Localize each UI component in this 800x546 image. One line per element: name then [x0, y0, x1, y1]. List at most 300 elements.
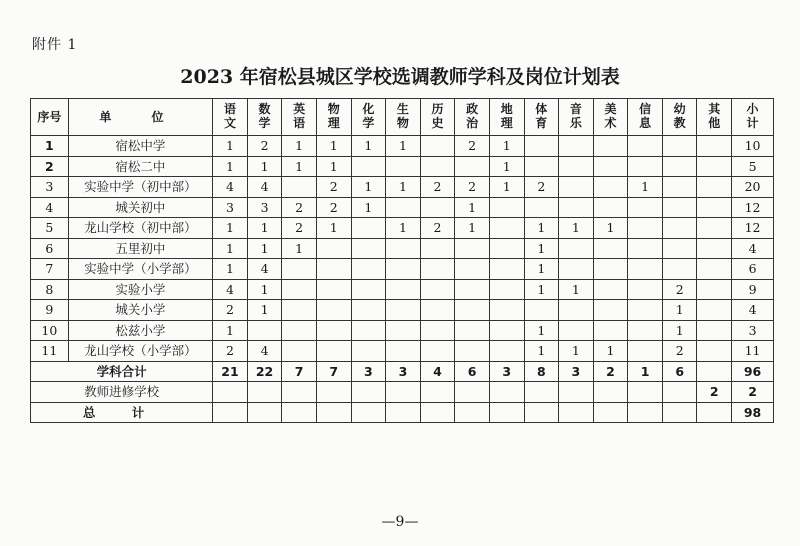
row-value: 1: [559, 218, 594, 239]
header-subject: [628, 99, 663, 136]
row-value: [247, 320, 282, 341]
subject-total-value: 6: [455, 361, 490, 382]
row-value: [593, 300, 628, 321]
row-value: 2: [316, 197, 351, 218]
table-row: [31, 156, 774, 177]
header-subject: [420, 99, 455, 136]
training-school-value: [628, 382, 663, 403]
row-value: 1: [247, 300, 282, 321]
row-value: 1: [213, 320, 248, 341]
row-value: [524, 300, 559, 321]
row-value: 2: [524, 177, 559, 198]
row-value: 1: [386, 136, 421, 157]
row-index: 4: [31, 197, 69, 218]
row-value: 2: [455, 136, 490, 157]
header-subject: [559, 99, 594, 136]
header-subject: [593, 99, 628, 136]
row-school: 松兹小学: [68, 320, 213, 341]
row-value: 12: [732, 218, 774, 239]
row-value: [420, 320, 455, 341]
row-value: [351, 259, 386, 280]
row-index: 1: [31, 136, 69, 157]
row-value: 1: [282, 156, 317, 177]
row-school: 龙山学校（初中部）: [68, 218, 213, 239]
row-value: [593, 259, 628, 280]
table-row: [31, 197, 774, 218]
subject-total-value: [697, 361, 732, 382]
row-value: 1: [662, 320, 697, 341]
row-value: [628, 341, 663, 362]
row-value: 4: [732, 300, 774, 321]
row-school: 实验小学: [68, 279, 213, 300]
row-value: 2: [282, 218, 317, 239]
subject-total-value: 96: [732, 361, 774, 382]
row-value: [559, 238, 594, 259]
row-value: [593, 197, 628, 218]
row-value: 1: [213, 156, 248, 177]
row-value: 1: [247, 279, 282, 300]
training-school-value: [386, 382, 421, 403]
row-value: [420, 136, 455, 157]
row-value: 1: [662, 300, 697, 321]
row-value: [420, 279, 455, 300]
row-value: [489, 197, 524, 218]
row-value: 1: [247, 156, 282, 177]
row-value: [455, 156, 490, 177]
header-subject: [351, 99, 386, 136]
row-value: 1: [282, 136, 317, 157]
header-subject-label: 信 息: [639, 102, 652, 130]
row-value: 2: [420, 177, 455, 198]
table-row: [31, 341, 774, 362]
row-value: [628, 197, 663, 218]
row-value: [455, 300, 490, 321]
row-value: [351, 279, 386, 300]
row-value: [386, 300, 421, 321]
row-value: [489, 341, 524, 362]
grand-total-empty: [489, 402, 524, 423]
table-row: [31, 136, 774, 157]
row-value: 1: [351, 197, 386, 218]
row-value: [316, 238, 351, 259]
row-value: [282, 177, 317, 198]
row-value: 1: [593, 218, 628, 239]
page-title: 2023 年宿松县城区学校选调教师学科及岗位计划表: [180, 66, 620, 88]
row-value: [559, 136, 594, 157]
row-value: [628, 156, 663, 177]
header-subject-label: 政 治: [466, 102, 479, 130]
row-value: [455, 259, 490, 280]
row-value: [662, 136, 697, 157]
row-value: 4: [247, 259, 282, 280]
row-value: 1: [559, 341, 594, 362]
row-value: 1: [386, 218, 421, 239]
row-value: 20: [732, 177, 774, 198]
header-subject-label: 化 学: [362, 102, 375, 130]
row-value: [697, 320, 732, 341]
row-school: 城关小学: [68, 300, 213, 321]
row-value: [455, 341, 490, 362]
training-school-label: 教师进修学校: [31, 382, 213, 403]
header-subject: [386, 99, 421, 136]
header-subject: [282, 99, 317, 136]
subject-total-value: 8: [524, 361, 559, 382]
row-value: [386, 259, 421, 280]
row-value: [697, 218, 732, 239]
subject-total-value: 3: [386, 361, 421, 382]
row-value: 1: [316, 136, 351, 157]
training-school-value: [593, 382, 628, 403]
row-value: 2: [420, 218, 455, 239]
grand-total-empty: [628, 402, 663, 423]
row-value: 1: [282, 238, 317, 259]
row-value: [593, 156, 628, 177]
row-value: [628, 259, 663, 280]
row-value: [386, 197, 421, 218]
row-value: 1: [455, 218, 490, 239]
row-school: 实验中学（小学部）: [68, 259, 213, 280]
row-value: [628, 300, 663, 321]
row-school: 宿松中学: [68, 136, 213, 157]
row-value: 1: [524, 259, 559, 280]
row-value: [593, 279, 628, 300]
grand-total-value: 98: [732, 402, 774, 423]
row-value: [593, 320, 628, 341]
row-school: 城关初中: [68, 197, 213, 218]
header-subject-label: 语 文: [223, 102, 236, 130]
header-subject: [732, 99, 774, 136]
row-value: [559, 177, 594, 198]
row-value: [697, 341, 732, 362]
row-value: [316, 259, 351, 280]
row-value: [351, 320, 386, 341]
header-subject-label: 英 语: [293, 102, 306, 130]
row-value: 1: [628, 177, 663, 198]
row-value: 3: [732, 320, 774, 341]
subject-total-value: 22: [247, 361, 282, 382]
row-value: [697, 177, 732, 198]
table-row: [31, 320, 774, 341]
header-subject: [247, 99, 282, 136]
row-value: 1: [593, 341, 628, 362]
row-value: 2: [282, 197, 317, 218]
grand-total-empty: [455, 402, 490, 423]
header-subject-label: 生 物: [396, 102, 409, 130]
row-value: 4: [732, 238, 774, 259]
header-subject-label: 体 育: [535, 102, 548, 130]
row-value: [351, 341, 386, 362]
row-value: 4: [247, 341, 282, 362]
row-value: [697, 238, 732, 259]
row-value: 5: [732, 156, 774, 177]
row-value: [662, 156, 697, 177]
training-school-value: [351, 382, 386, 403]
row-school: 宿松二中: [68, 156, 213, 177]
row-value: [351, 238, 386, 259]
training-school-value: [213, 382, 248, 403]
row-value: 1: [351, 136, 386, 157]
header-subject-label: 其 他: [708, 102, 721, 130]
row-value: 2: [213, 300, 248, 321]
row-value: [628, 279, 663, 300]
row-value: 1: [524, 218, 559, 239]
row-value: [455, 279, 490, 300]
row-value: 1: [316, 218, 351, 239]
attachment-label: 附件 1: [32, 37, 78, 53]
row-value: [420, 300, 455, 321]
training-school-value: 2: [732, 382, 774, 403]
header-subject-label: 小 计: [746, 102, 759, 130]
row-value: [489, 238, 524, 259]
training-school-value: [420, 382, 455, 403]
training-school-value: [524, 382, 559, 403]
row-value: 1: [213, 238, 248, 259]
subject-total-value: 3: [559, 361, 594, 382]
subject-total-label: 学科合计: [31, 361, 213, 382]
row-value: 2: [662, 341, 697, 362]
subject-total-value: 7: [316, 361, 351, 382]
training-school-value: [316, 382, 351, 403]
row-value: 10: [732, 136, 774, 157]
header-subject-label: 数 学: [258, 102, 271, 130]
training-school-value: [662, 382, 697, 403]
header-subject: [697, 99, 732, 136]
row-value: 2: [455, 177, 490, 198]
page-number: —9—: [381, 514, 419, 530]
subject-total-value: 6: [662, 361, 697, 382]
grand-total-empty: [559, 402, 594, 423]
row-value: 1: [524, 238, 559, 259]
row-school: 实验中学（初中部）: [68, 177, 213, 198]
row-value: 1: [213, 259, 248, 280]
row-value: [628, 320, 663, 341]
grand-total-empty: [697, 402, 732, 423]
header-subject-label: 地 理: [500, 102, 513, 130]
grand-total-empty: [524, 402, 559, 423]
row-value: [282, 279, 317, 300]
row-value: 1: [213, 218, 248, 239]
row-value: [420, 156, 455, 177]
row-value: [524, 156, 559, 177]
row-value: 2: [247, 136, 282, 157]
plan-table: [30, 98, 774, 423]
row-value: [697, 259, 732, 280]
table-row: [31, 238, 774, 259]
row-value: [316, 320, 351, 341]
training-school-value: [559, 382, 594, 403]
row-index: 2: [31, 156, 69, 177]
row-value: 1: [489, 136, 524, 157]
row-value: 1: [489, 156, 524, 177]
row-value: [386, 238, 421, 259]
subject-total-value: 7: [282, 361, 317, 382]
row-value: [386, 279, 421, 300]
row-value: 12: [732, 197, 774, 218]
table-row: [31, 300, 774, 321]
table-row: [31, 177, 774, 198]
row-index: 7: [31, 259, 69, 280]
row-value: 6: [732, 259, 774, 280]
row-school: 五里初中: [68, 238, 213, 259]
row-school: 龙山学校（小学部）: [68, 341, 213, 362]
row-value: 1: [316, 156, 351, 177]
subject-total-value: 4: [420, 361, 455, 382]
row-value: 2: [213, 341, 248, 362]
header-subject: [316, 99, 351, 136]
training-school-value: [489, 382, 524, 403]
row-value: [282, 259, 317, 280]
row-value: [489, 300, 524, 321]
row-value: 2: [316, 177, 351, 198]
grand-total-label: 总 计: [31, 402, 213, 423]
row-value: 1: [213, 136, 248, 157]
header-subject-label: 历 史: [431, 102, 444, 130]
header-subject-label: 音 乐: [569, 102, 582, 130]
row-value: [386, 320, 421, 341]
row-value: [455, 238, 490, 259]
row-value: [662, 177, 697, 198]
row-value: [524, 136, 559, 157]
row-value: [662, 259, 697, 280]
row-value: [628, 218, 663, 239]
row-value: [662, 218, 697, 239]
row-index: 11: [31, 341, 69, 362]
row-value: [489, 320, 524, 341]
row-value: [316, 279, 351, 300]
row-value: [282, 300, 317, 321]
header-subject: [662, 99, 697, 136]
grand-total-empty: [420, 402, 455, 423]
subject-total-value: 3: [351, 361, 386, 382]
header-subject: [489, 99, 524, 136]
row-value: 2: [662, 279, 697, 300]
header-subject-label: 幼 教: [673, 102, 686, 130]
header-row: [31, 99, 774, 136]
row-value: 3: [247, 197, 282, 218]
grand-total-empty: [662, 402, 697, 423]
row-value: [697, 300, 732, 321]
row-value: 1: [386, 177, 421, 198]
row-value: [386, 341, 421, 362]
header-index: 序号: [31, 99, 69, 136]
header-subject: [455, 99, 490, 136]
subject-total-value: 21: [213, 361, 248, 382]
row-value: [316, 300, 351, 321]
row-value: [559, 197, 594, 218]
table-row: [31, 279, 774, 300]
row-index: 6: [31, 238, 69, 259]
row-value: 1: [524, 320, 559, 341]
row-value: [697, 279, 732, 300]
row-value: [455, 320, 490, 341]
row-value: 1: [247, 238, 282, 259]
row-index: 3: [31, 177, 69, 198]
row-value: [697, 197, 732, 218]
grand-total-empty: [282, 402, 317, 423]
table-row: [31, 259, 774, 280]
row-index: 10: [31, 320, 69, 341]
training-school-value: [455, 382, 490, 403]
row-value: 11: [732, 341, 774, 362]
row-value: [593, 177, 628, 198]
row-value: [593, 238, 628, 259]
row-value: [697, 136, 732, 157]
header-subject: [524, 99, 559, 136]
header-subject-label: 物 理: [327, 102, 340, 130]
grand-total-empty: [593, 402, 628, 423]
row-value: [282, 341, 317, 362]
grand-total-row: [31, 402, 774, 423]
row-value: [316, 341, 351, 362]
row-value: [489, 259, 524, 280]
row-value: [282, 320, 317, 341]
row-index: 8: [31, 279, 69, 300]
row-value: [662, 197, 697, 218]
training-school-value: [282, 382, 317, 403]
row-value: 1: [559, 279, 594, 300]
subject-total-value: 3: [489, 361, 524, 382]
row-index: 9: [31, 300, 69, 321]
row-index: 5: [31, 218, 69, 239]
row-value: 1: [524, 279, 559, 300]
subject-total-value: 2: [593, 361, 628, 382]
row-value: [559, 300, 594, 321]
row-value: 1: [455, 197, 490, 218]
training-school-row: [31, 382, 774, 403]
row-value: [559, 259, 594, 280]
row-value: 4: [213, 177, 248, 198]
row-value: 1: [351, 177, 386, 198]
row-value: [593, 136, 628, 157]
training-school-value: [247, 382, 282, 403]
row-value: 4: [247, 177, 282, 198]
grand-total-empty: [316, 402, 351, 423]
row-value: [420, 197, 455, 218]
row-value: [524, 197, 559, 218]
row-value: 1: [524, 341, 559, 362]
row-value: [386, 156, 421, 177]
grand-total-empty: [213, 402, 248, 423]
row-value: 9: [732, 279, 774, 300]
header-school: 单 位: [68, 99, 213, 136]
row-value: [662, 238, 697, 259]
grand-total-empty: [351, 402, 386, 423]
row-value: 1: [247, 218, 282, 239]
row-value: 4: [213, 279, 248, 300]
row-value: [559, 320, 594, 341]
header-subject-label: 美 术: [604, 102, 617, 130]
table-row: [31, 218, 774, 239]
row-value: [351, 156, 386, 177]
row-value: 1: [489, 177, 524, 198]
row-value: [697, 156, 732, 177]
training-school-value: 2: [697, 382, 732, 403]
row-value: [489, 279, 524, 300]
row-value: [489, 218, 524, 239]
row-value: [351, 300, 386, 321]
subject-total-value: 1: [628, 361, 663, 382]
grand-total-empty: [247, 402, 282, 423]
grand-total-empty: [386, 402, 421, 423]
row-value: [628, 238, 663, 259]
subject-total-row: [31, 361, 774, 382]
row-value: [420, 341, 455, 362]
row-value: [628, 136, 663, 157]
row-value: [351, 218, 386, 239]
header-subject: [213, 99, 248, 136]
row-value: [420, 238, 455, 259]
row-value: [420, 259, 455, 280]
